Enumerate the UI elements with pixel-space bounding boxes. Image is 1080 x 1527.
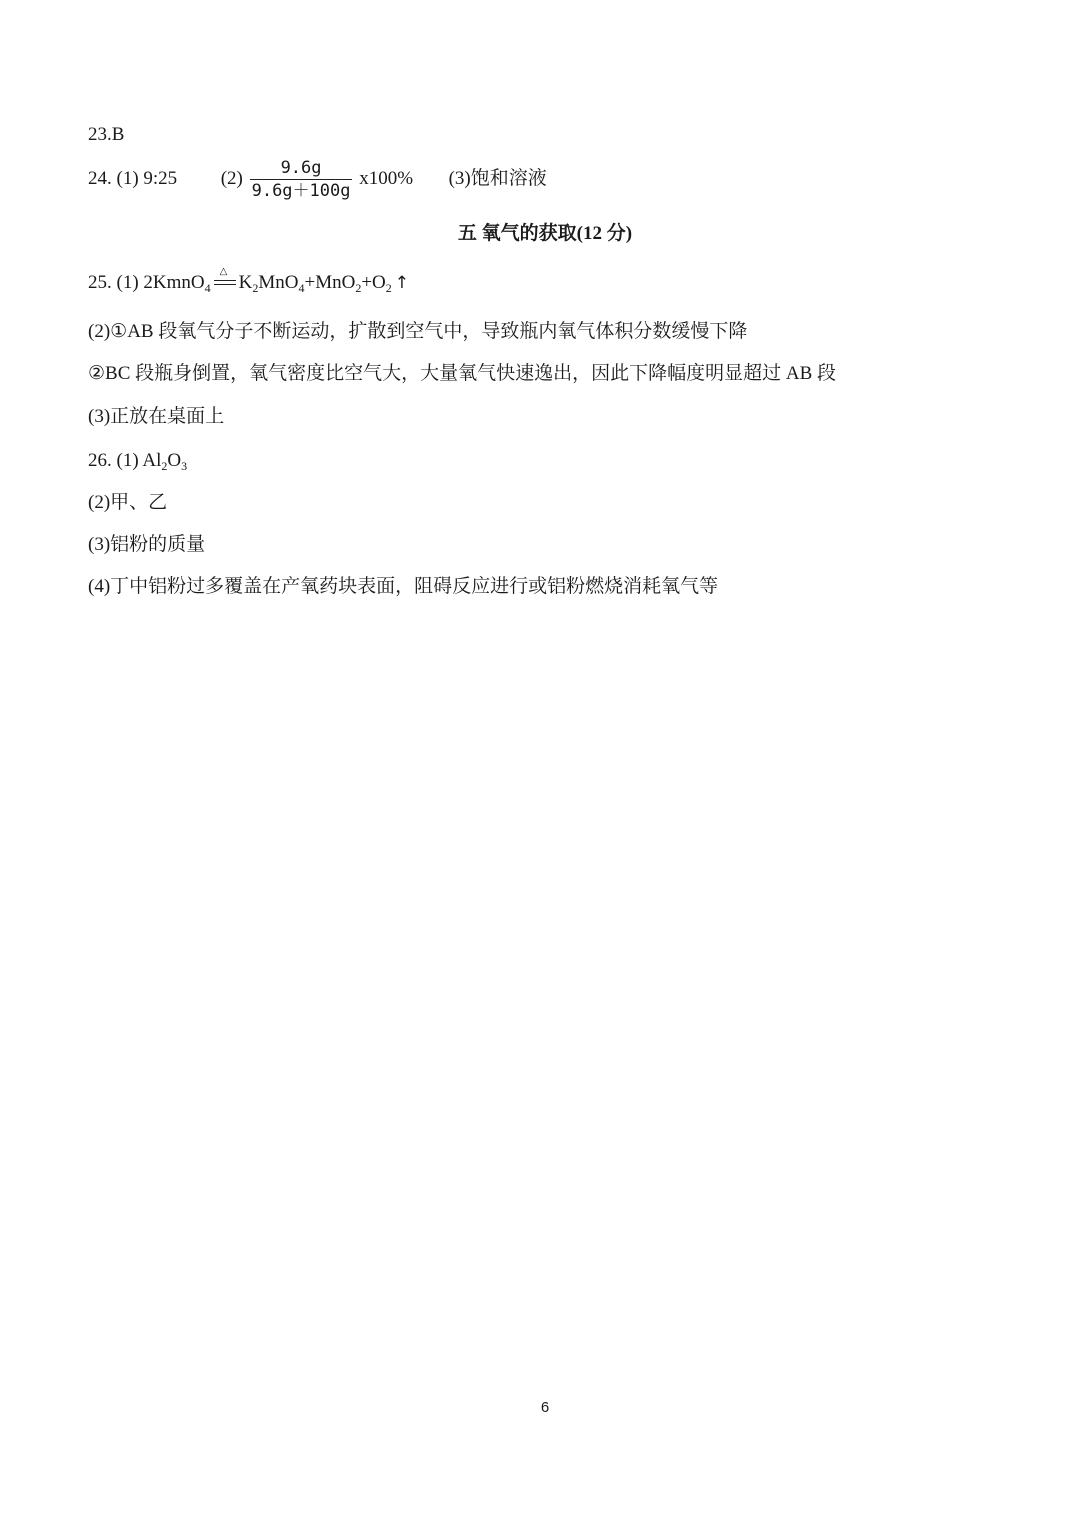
- answer-24-part1: 24. (1) 9:25: [88, 167, 178, 189]
- answer-25-part3: (3)正放在桌面上: [88, 406, 225, 427]
- answer-25-equation: 25. (1) 2KmnO$_4$ △ $K_2MnO_4+MnO_2+O_2$ ↑: [88, 266, 410, 295]
- answer-24-part2-suffix: x100%: [359, 167, 414, 189]
- section-title: 五 氧气的获取(12 分): [457, 223, 633, 244]
- page-number: 6: [540, 1399, 550, 1416]
- answer-26-part1: 26. (1) $Al_2O_3$: [88, 450, 188, 473]
- answer-25-part2-1: (2)①AB 段氧气分子不断运动，扩散到空气中，导致瓶内氧气体积分数缓慢下降: [88, 321, 748, 342]
- answer-26-part4: (4)丁中铝粉过多覆盖在产氧药块表面，阻碍反应进行或铝粉燃烧消耗氧气等: [88, 576, 719, 597]
- triangle-icon: △: [219, 266, 228, 277]
- answer-24-part3: (3)饱和溶液: [448, 167, 547, 189]
- answer-26-part2: (2)甲、乙: [88, 492, 168, 513]
- answer-26-part3: (3)铝粉的质量: [88, 534, 206, 555]
- mass-fraction: [250, 158, 353, 201]
- answer-25-part2-2: ②BC 段瓶身倒置，氧气密度比空气大，大量氧气快速逸出，因此下降幅度明显超过 AB 段: [88, 363, 837, 384]
- answer-24-part2-prefix: (2): [220, 167, 243, 189]
- answer-24: [88, 158, 547, 201]
- answer-23: 23.B: [88, 124, 125, 145]
- fraction-numerator: 9.6g: [250, 158, 353, 180]
- heating-condition: [214, 266, 236, 291]
- gas-arrow-icon: ↑: [394, 273, 410, 293]
- fraction-denominator: 9.6g＋100g: [251, 181, 351, 201]
